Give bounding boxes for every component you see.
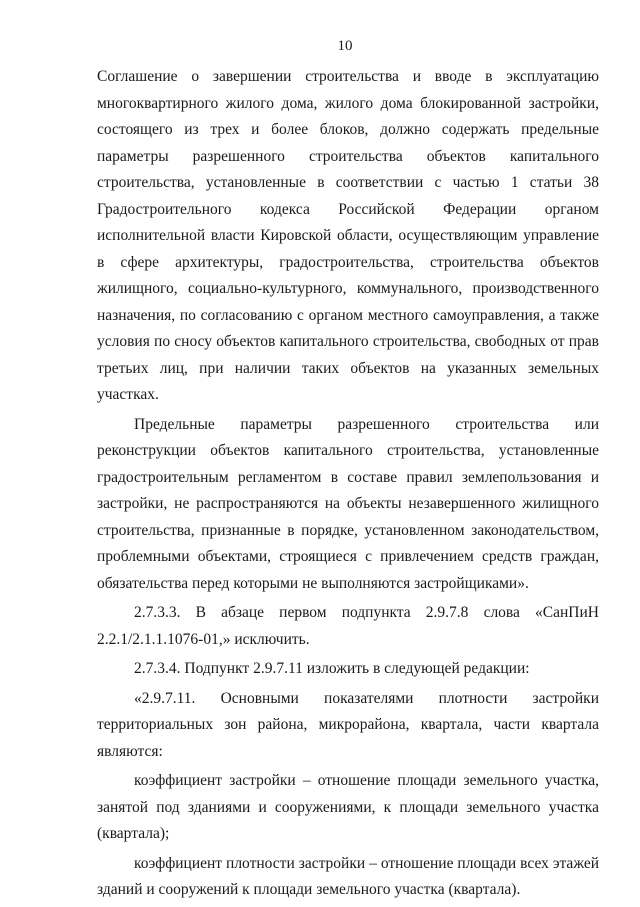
paragraph-item-2-9-7-11: «2.9.7.11. Основными показателями плотности застройки территориальных зон района, микрорайона, квартала, части квартала являются:	[97, 689, 599, 760]
paragraph-building-density-coefficient: коэффициент плотности застройки – отношение площади всех этажей зданий и сооружений к площади земельного участка (квартала).	[97, 854, 599, 898]
paragraph-limit-parameters: Предельные параметры разрешенного строительства или реконструкции объектов капитального строительства, установленные градостроительным регламентом в составе правил землепользования и застройки, не распространяются на объекты незавершенного жилищного строительства, признанные в порядке, установленном законодательством, проблемными объектами, строящиеся с привлечением средств граждан, обязательства перед которыми не выполняются застройщиками».	[97, 415, 599, 592]
document-body	[97, 64, 599, 907]
paragraph-item-2-7-3-4: 2.7.3.4. Подпункт 2.9.7.11 изложить в следующей редакции:	[134, 660, 530, 677]
paragraph-agreement-requirements: Соглашение о завершении строительства и вводе в эксплуатацию многоквартирного жилого дома, жилого дома блокированной застройки, состоящего из трех и более блоков, должно содержать предельные параметры разрешенного строительства объектов капитального строительства, установленные в соответствии с частью 1 статьи 38 Градостроительного кодекса Российской Федерации органом исполнительной власти Кировской области, осуществляющим управление в сфере архитектуры, градостроительства, строительства объектов жилищного, социально-культурного, коммунального, производственного назначения, по согласованию с органом местного самоуправления, а также условия по сносу объектов капитального строительства, свободных от прав третьих лиц, при наличии таких объектов на указанных земельных участках.	[97, 68, 599, 403]
page-number: 10	[337, 38, 353, 54]
paragraph-building-coefficient: коэффициент застройки – отношение площади земельного участка, занятой под зданиями и сооружениями, к площади земельного участка (квартала);	[97, 772, 599, 842]
paragraph-item-2-7-3-3: 2.7.3.3. В абзаце первом подпункта 2.9.7.8 слова «СанПиН 2.2.1/2.1.1.1076-01,» исключить.	[97, 604, 599, 648]
